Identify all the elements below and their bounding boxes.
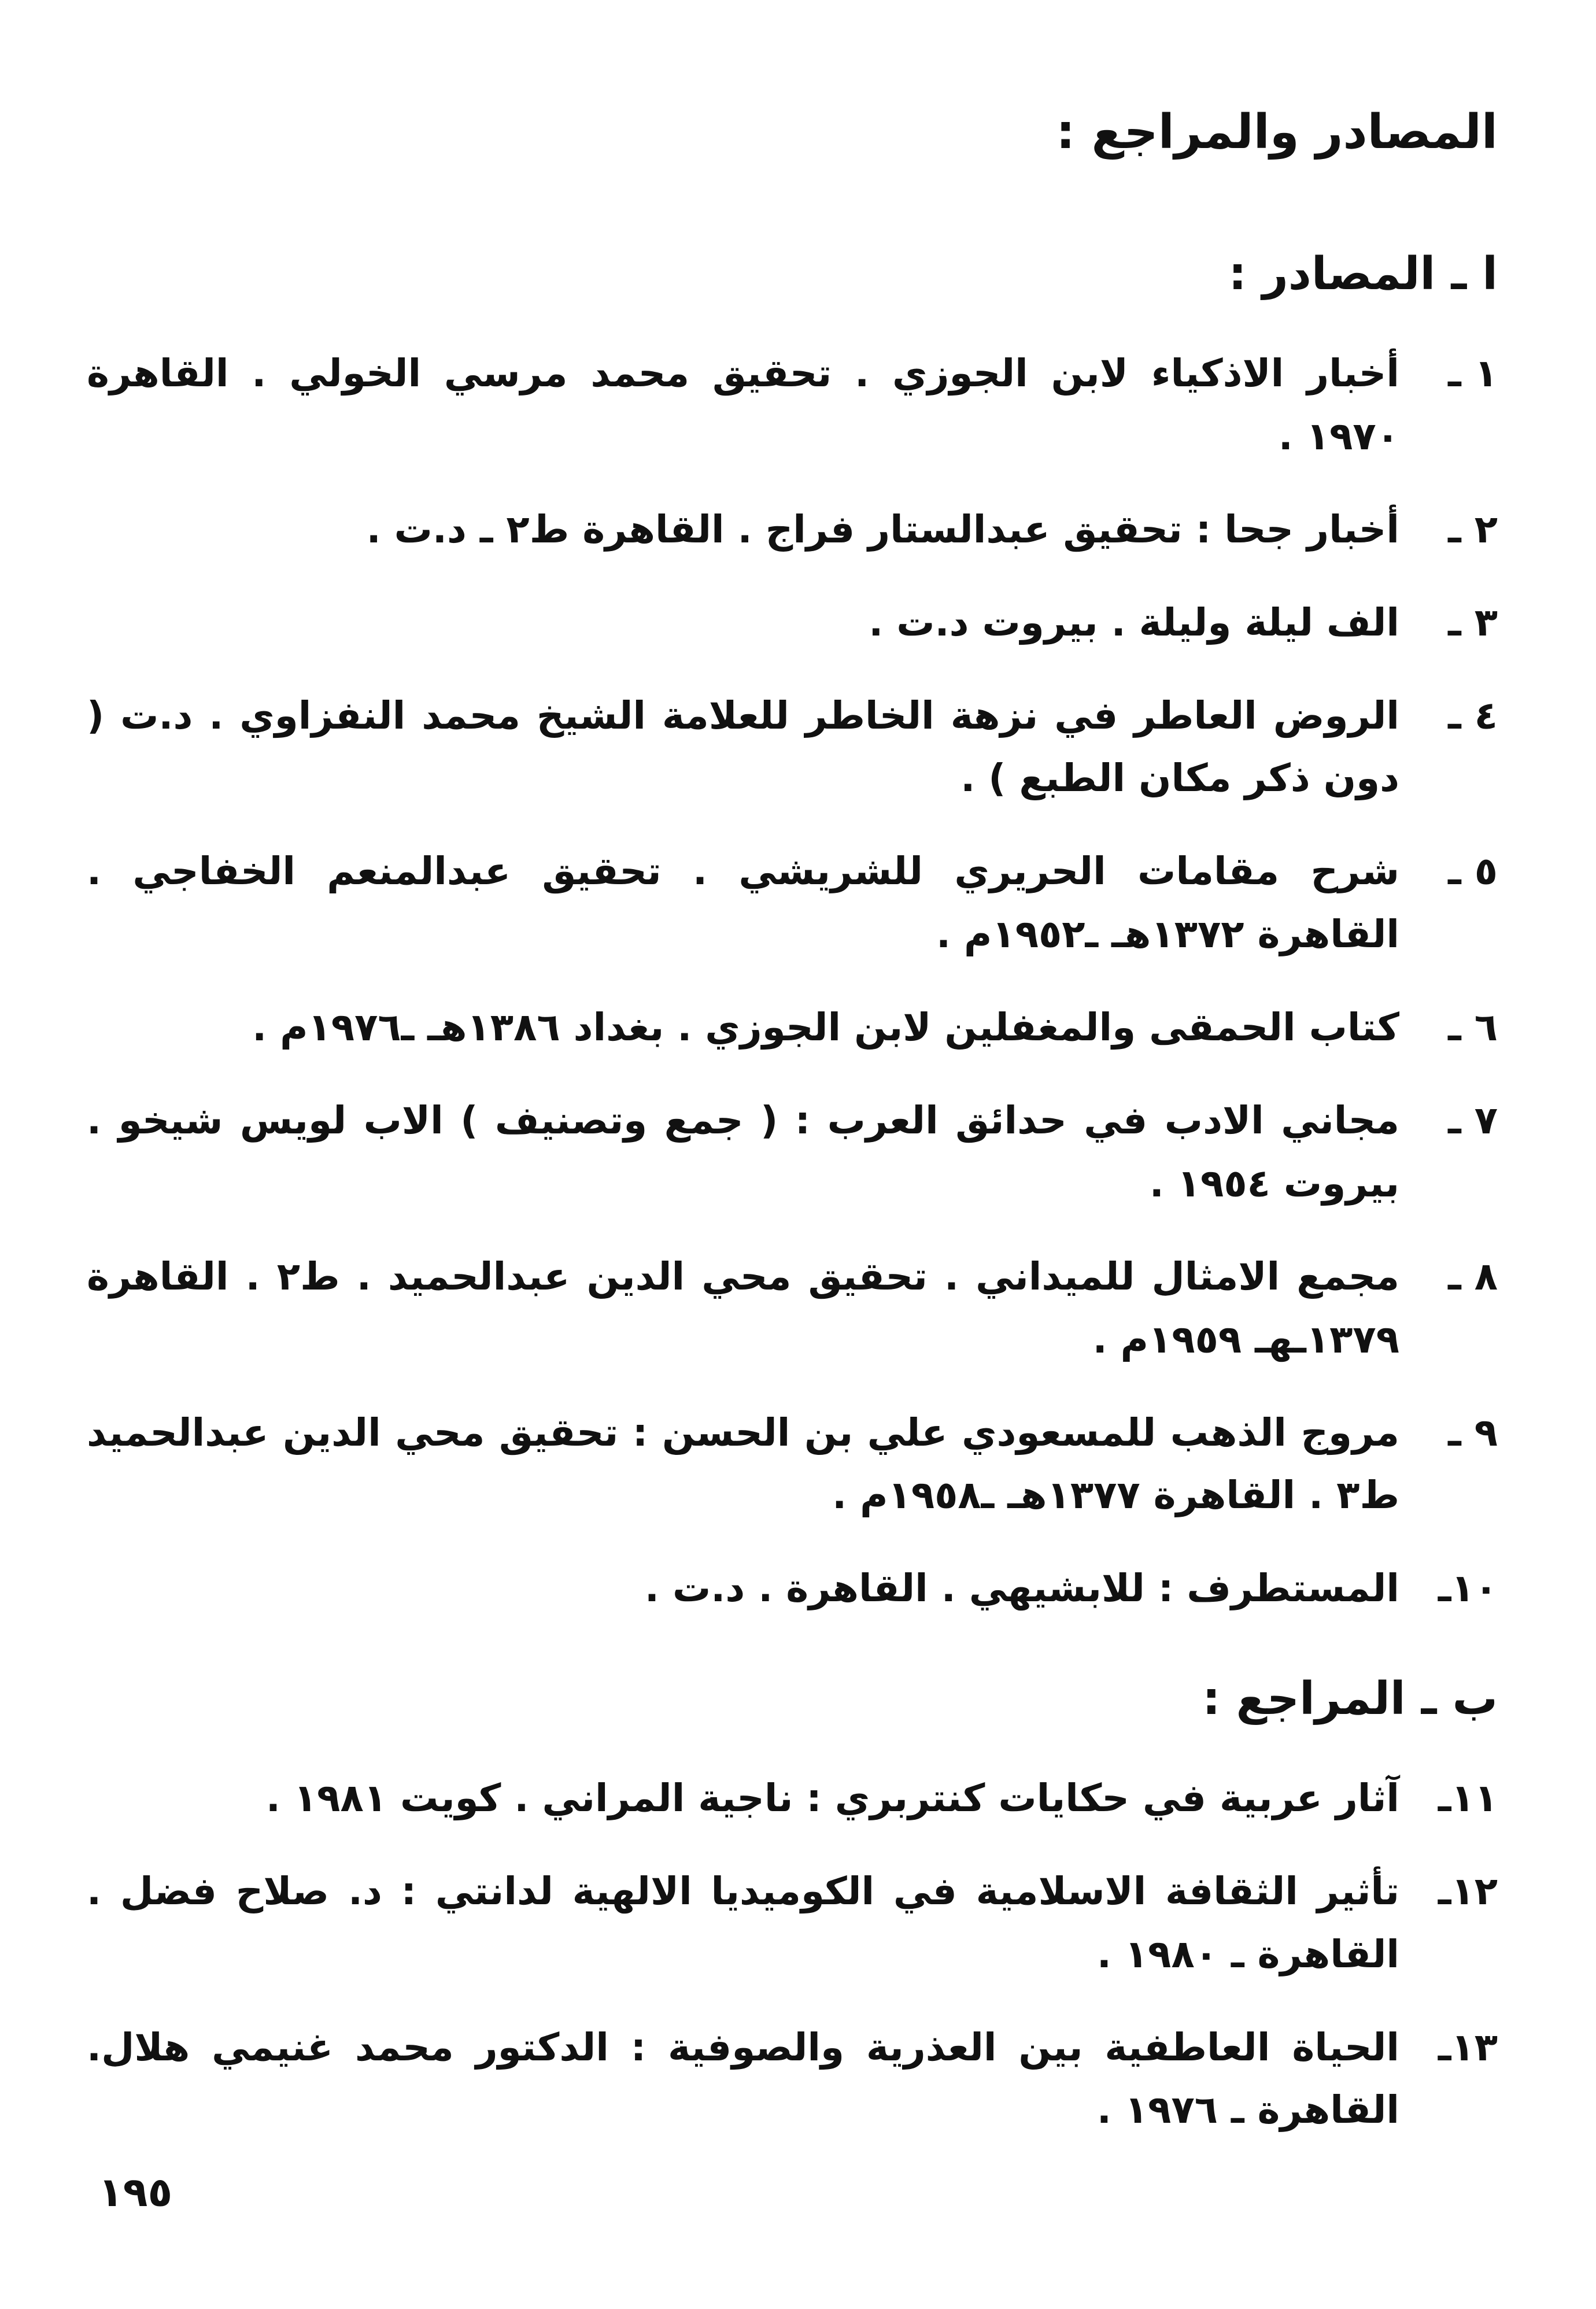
list-item [87, 840, 1498, 966]
entry-number: ٢ ـ [1448, 507, 1498, 552]
entry-number: ٩ ـ [1448, 1410, 1498, 1455]
list-item [87, 685, 1498, 811]
list-item [87, 498, 1498, 561]
entry-number: ٧ ـ [1448, 1098, 1498, 1143]
references-list [87, 1767, 1498, 2142]
section-heading-sources: ا ـ المصادر : [1228, 248, 1498, 301]
entry-text: شرح مقامات الحريري للشريشي . تحقيق عبدالمنعم الخفاجي . القاهرة ١٣٧٢هـ ـ١٩٥٢م . [87, 849, 1399, 957]
entry-text: آثار عربية في حكايات كنتربري : ناجية المراني . كويت ١٩٨١ . [265, 1775, 1399, 1820]
entry-number: ٤ ـ [1448, 693, 1498, 738]
entry-text: مجمع الامثال للميداني . تحقيق محي الدين عبدالحميد . ط٢ . القاهرة ١٣٧٩ـهـ ١٩٥٩م . [87, 1254, 1400, 1362]
list-item [87, 1089, 1498, 1216]
entry-text: مجاني الادب في حدائق العرب : ( جمع وتصنيف ) الاب لويس شيخو . بيروت ١٩٥٤ . [87, 1098, 1399, 1206]
entry-text: تأثير الثقافة الاسلامية في الكوميديا الالهية لدانتي : د. صلاح فضل . القاهرة ـ ١٩٨٠ . [87, 1868, 1399, 1976]
list-item [87, 1557, 1498, 1620]
list-item [87, 996, 1498, 1059]
entry-text: مروج الذهب للمسعودي علي بن الحسن : تحقيق محي الدين عبدالحميد ط٣ . القاهرة ١٣٧٧هـ ـ١٩٥٨م . [87, 1410, 1399, 1518]
entry-number: ١١ـ [1438, 1775, 1498, 1820]
list-item [87, 1767, 1498, 1830]
list-item [87, 342, 1498, 468]
entry-number: ٨ ـ [1448, 1254, 1498, 1299]
entry-text: المستطرف : للابشيهي . القاهرة . د.ت . [644, 1566, 1399, 1611]
section-heading-references: ب ـ المراجع : [1202, 1673, 1498, 1726]
list-item [87, 2016, 1498, 2142]
entry-number: ١٢ـ [1438, 1868, 1498, 1913]
list-item [87, 1402, 1498, 1528]
entry-text: الروض العاطر في نزهة الخاطر للعلامة الشيخ محمد النفزاوي . د.ت ( دون ذكر مكان الطبع ) . [87, 693, 1399, 801]
entry-number: ٣ ـ [1448, 600, 1498, 645]
list-item [87, 1860, 1498, 1986]
entry-number: ١ ـ [1448, 350, 1498, 396]
entry-number: ١٠ـ [1438, 1566, 1498, 1611]
list-item [87, 592, 1498, 655]
page-title: المصادر والمراجع : [1056, 105, 1498, 160]
entry-number: ١٣ـ [1438, 2024, 1498, 2070]
entry-text: الف ليلة وليلة . بيروت د.ت . [869, 600, 1399, 645]
list-item [87, 1246, 1498, 1372]
sources-list [87, 342, 1498, 1620]
entry-number: ٥ ـ [1448, 849, 1498, 894]
page-number: ١٩٥ [98, 2168, 173, 2216]
entry-text: كتاب الحمقى والمغفلين لابن الجوزي . بغداد ١٣٨٦هـ ـ١٩٧٦م . [252, 1005, 1399, 1050]
entry-text: أخبار الاذكياء لابن الجوزي . تحقيق محمد مرسي الخولي . القاهرة ١٩٧٠ . [87, 350, 1399, 459]
entry-text: أخبار جحا : تحقيق عبدالستار فراج . القاهرة ط٢ ـ د.ت . [366, 507, 1399, 552]
entry-text: الحياة العاطفية بين العذرية والصوفية : الدكتور محمد غنيمي هلال. القاهرة ـ ١٩٧٦ . [87, 2024, 1399, 2133]
entry-number: ٦ ـ [1448, 1005, 1498, 1050]
